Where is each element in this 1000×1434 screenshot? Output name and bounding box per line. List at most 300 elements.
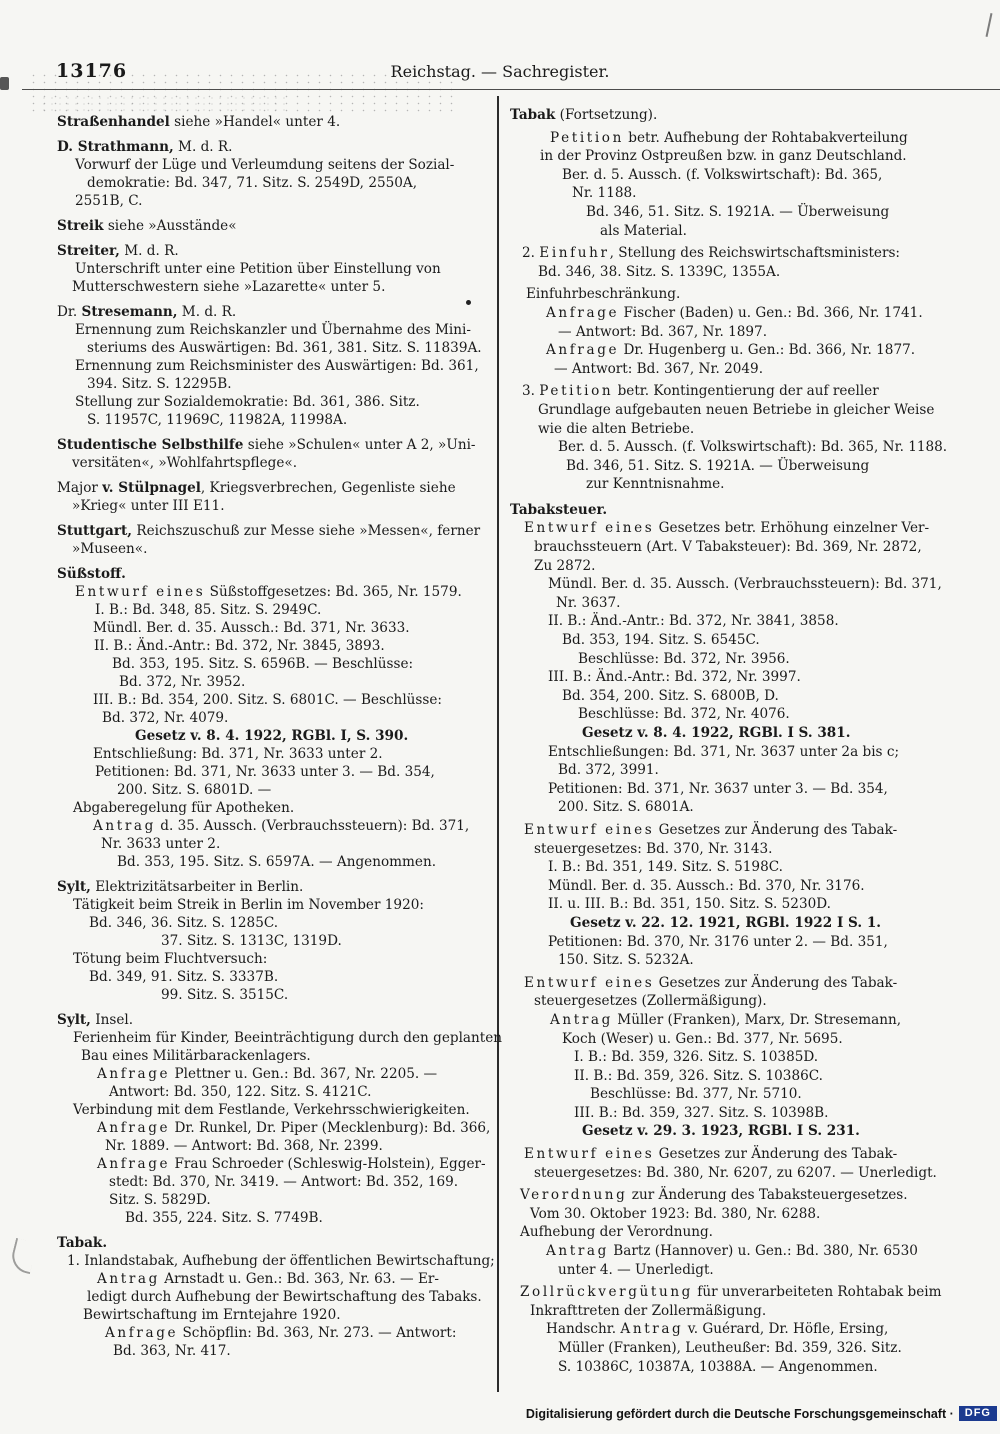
index-line-segment: Bd. 353, 195. Sitz. S. 6596B. — Beschlüsse: <box>112 656 414 672</box>
index-line <box>510 1320 992 1339</box>
index-line <box>57 968 495 986</box>
index-line-segment: Abgaberegelung für Apotheken. <box>73 800 295 816</box>
index-line-segment: Vorwurf der Lüge und Verleumdung seitens der Sozial- <box>75 157 455 173</box>
index-line-segment: Anfrage <box>546 342 620 359</box>
index-line-segment: als Material. <box>600 222 687 239</box>
index-line-segment: , Kriegsverbrechen, Gegenliste siehe <box>200 480 456 496</box>
index-line <box>510 743 992 762</box>
index-line-segment: betr. Kontingentierung der auf reeller <box>613 383 879 400</box>
index-line-segment: Bd. 346, 36. Sitz. S. 1285C. <box>89 915 279 931</box>
index-line <box>510 780 992 799</box>
index-line <box>57 260 495 278</box>
index-line-segment: Frau Schroeder (Schleswig-Holstein), Egger- <box>170 1156 486 1172</box>
index-line <box>57 1270 495 1288</box>
index-line <box>510 705 992 724</box>
index-line-segment: II. B.: Änd.-Antr.: Bd. 372, Nr. 3841, 3858. <box>548 613 839 630</box>
index-line-segment: III. B.: Bd. 359, 327. Sitz. S. 10398B. <box>574 1104 829 1121</box>
index-line <box>57 1011 495 1029</box>
index-line <box>510 992 992 1011</box>
index-line-segment: III. B.: Änd.-Antr.: Bd. 372, Nr. 3997. <box>548 669 801 686</box>
index-line-segment: 37. Sitz. S. 1313C, 1319D. <box>161 933 342 949</box>
index-line <box>57 1252 495 1270</box>
index-line-segment: Tötung beim Fluchtversuch: <box>73 951 268 967</box>
index-line-segment: Petition <box>550 129 624 146</box>
index-line <box>510 1164 992 1183</box>
index-line-segment: Bd. 346, 51. Sitz. S. 1921A. — Überweisung <box>586 203 890 220</box>
index-line-segment: Unterschrift unter eine Petition über Einstellung von <box>75 261 441 277</box>
index-line <box>57 174 495 192</box>
index-line <box>57 1155 495 1173</box>
index-line <box>57 321 495 339</box>
index-line-segment: Zu 2872. <box>534 557 596 574</box>
index-line <box>510 974 992 993</box>
index-line <box>510 519 992 538</box>
index-line-segment: Tabak <box>510 107 556 123</box>
scan-hook-mark <box>8 1238 37 1274</box>
index-line-segment: Mündl. Ber. d. 35. Aussch.: Bd. 371, Nr. 3633. <box>93 620 410 636</box>
index-line-segment: Anfrage <box>97 1120 171 1136</box>
index-line <box>510 382 992 401</box>
index-line-segment: 150. Sitz. S. 5232A. <box>558 952 694 969</box>
index-line-segment: I. B.: Bd. 348, 85. Sitz. S. 2949C. <box>95 602 322 618</box>
index-line-segment: Ferienheim für Kinder, Beeinträchtigung durch den geplanten <box>73 1030 503 1046</box>
index-line-segment: Petitionen: Bd. 371, Nr. 3633 unter 3. — Bd. 354, <box>95 764 435 780</box>
index-line-segment: Petitionen: Bd. 370, Nr. 3176 unter 2. — Bd. 351, <box>548 933 888 950</box>
scan-corner-mark <box>986 13 993 37</box>
index-line <box>510 951 992 970</box>
index-line-segment: Bewirtschaftung im Erntejahre 1920. <box>83 1307 341 1323</box>
index-line <box>510 420 992 439</box>
index-line-segment: zur Kenntnisnahme. <box>586 476 725 493</box>
dfg-logo: DFG <box>959 1406 997 1421</box>
index-line <box>57 1324 495 1342</box>
header-rule <box>22 89 1000 90</box>
index-line-segment: Schöpflin: Bd. 363, Nr. 273. — Antwort: <box>178 1325 457 1341</box>
index-line-segment: Anfrage <box>105 1325 179 1341</box>
index-line <box>57 1191 495 1209</box>
index-line <box>57 691 495 709</box>
index-line-segment: Entschließungen: Bd. 371, Nr. 3637 unter 2a bis c; <box>548 743 900 760</box>
index-line-segment: Bd. 372, Nr. 4079. <box>102 710 229 726</box>
index-line <box>510 1358 992 1377</box>
index-line <box>57 217 495 235</box>
index-line-segment: Bd. 355, 224. Sitz. S. 7749B. <box>125 1210 323 1226</box>
index-line-segment: Entwurf eines <box>524 821 655 838</box>
index-line-segment: steuergesetzes: Bd. 380, Nr. 6207, zu 6207. — Unerledigt. <box>534 1164 937 1181</box>
index-line-segment: Dr. <box>57 304 82 320</box>
index-line <box>510 1030 992 1049</box>
index-line-segment: Entwurf eines <box>524 1146 655 1163</box>
index-line-segment: II. B.: Änd.-Antr.: Bd. 372, Nr. 3845, 3893. <box>94 638 385 654</box>
index-line <box>57 565 495 583</box>
index-line-segment: Reichszuschuß zur Messe siehe »Messen«, ferner <box>132 523 481 539</box>
index-line <box>57 896 495 914</box>
index-line <box>57 932 495 950</box>
index-line-segment: Dr. Hugenberg u. Gen.: Bd. 366, Nr. 1877. <box>619 342 916 359</box>
index-line-segment: Sitz. S. 5829D. <box>109 1192 211 1208</box>
index-line-segment: Ber. d. 5. Aussch. (f. Volkswirtschaft): Bd. 365, <box>562 166 883 183</box>
index-line-segment: Insel. <box>90 1012 134 1028</box>
index-line <box>57 1288 495 1306</box>
index-line <box>57 113 495 131</box>
index-line-segment: Bd. 354, 200. Sitz. S. 6800B, D. <box>562 687 779 704</box>
index-line <box>510 285 992 304</box>
index-line-segment: Aufhebung der Verordnung. <box>520 1224 713 1241</box>
index-line-segment: d. 35. Aussch. (Verbrauchssteuern): Bd. 371, <box>155 818 470 834</box>
index-line-segment: Stellung zur Sozialdemokratie: Bd. 361, 386. Sitz. <box>75 394 420 410</box>
index-line-segment: »Museen«. <box>72 541 148 557</box>
index-line <box>57 727 495 745</box>
index-line <box>510 184 992 203</box>
index-line-segment: unter 4. — Unerledigt. <box>558 1261 714 1278</box>
index-line <box>57 1119 495 1137</box>
index-line <box>510 129 992 148</box>
index-line <box>510 650 992 669</box>
index-line-segment: 200. Sitz. S. 6801A. <box>558 799 694 816</box>
index-line-segment: 3. <box>522 383 540 400</box>
index-line <box>57 914 495 932</box>
index-line-segment: I. B.: Bd. 359, 326. Sitz. S. 10385D. <box>574 1049 819 1066</box>
index-line-segment: zur Änderung des Tabaksteuergesetzes. <box>627 1187 908 1204</box>
index-line-segment: Beschlüsse: Bd. 377, Nr. 5710. <box>590 1086 802 1103</box>
index-line <box>510 840 992 859</box>
index-line-segment: II. u. III. B.: Bd. 351, 150. Sitz. S. 5230D. <box>548 896 831 913</box>
index-line-segment: Antwort: Bd. 350, 122. Sitz. S. 4121C. <box>109 1084 372 1100</box>
index-line <box>57 878 495 896</box>
index-line <box>510 687 992 706</box>
index-line <box>510 557 992 576</box>
index-line-segment: Studentische Selbsthilfe <box>57 437 244 453</box>
index-line-segment: Verbindung mit dem Festlande, Verkehrsschwierigkeiten. <box>73 1102 470 1118</box>
index-line <box>510 1122 992 1141</box>
index-line-segment: M. d. R. <box>119 243 179 259</box>
index-line-segment: brauchssteuern (Art. V Tabaksteuer): Bd. 369, Nr. 2872, <box>534 539 922 556</box>
index-line <box>510 798 992 817</box>
index-line-segment: Handschr. <box>546 1321 621 1338</box>
index-line-segment: Verordnung <box>520 1187 628 1204</box>
index-line-segment: Antrag <box>93 818 156 834</box>
index-line <box>57 1342 495 1360</box>
index-line <box>57 781 495 799</box>
index-line-segment: wie die alten Betriebe. <box>538 420 695 437</box>
index-line-segment: Süßstoff. <box>57 566 126 582</box>
index-line <box>57 522 495 540</box>
index-line-segment: Anfrage <box>546 304 620 321</box>
index-line-segment: Grundlage aufgebauten neuen Betriebe in gleicher Weise <box>538 401 935 418</box>
index-line-segment: siehe »Handel« unter 4. <box>169 114 341 130</box>
index-line-segment: Beschlüsse: Bd. 372, Nr. 3956. <box>578 650 790 667</box>
index-line-segment: Bau eines Militärbarackenlagers. <box>81 1048 311 1064</box>
index-line-segment: Bd. 346, 38. Sitz. S. 1339C, 1355A. <box>538 263 781 280</box>
index-line <box>57 1173 495 1191</box>
index-line-segment: Plettner u. Gen.: Bd. 367, Nr. 2205. — <box>170 1066 438 1082</box>
index-line <box>57 138 495 156</box>
index-line <box>57 436 495 454</box>
index-line <box>57 540 495 558</box>
index-line-segment: Sylt, <box>57 879 91 895</box>
index-line <box>57 853 495 871</box>
index-line <box>57 1029 503 1047</box>
index-line <box>510 858 992 877</box>
index-line-segment: Petition <box>539 383 614 400</box>
index-line-segment: , Stellung des Reichswirtschaftsministers: <box>609 245 901 262</box>
index-line-segment: Ber. d. 5. Aussch. (f. Volkswirtschaft): Bd. 365, Nr. 1188. <box>558 439 948 456</box>
index-line <box>510 1186 992 1205</box>
index-line-segment: M. d. R. <box>173 139 233 155</box>
index-line <box>510 1223 992 1242</box>
index-line-segment: Bd. 372, 3991. <box>558 762 659 779</box>
index-line <box>510 1302 992 1321</box>
index-line <box>57 339 495 357</box>
index-line <box>510 304 992 323</box>
index-line <box>57 1209 495 1227</box>
left-column <box>57 106 503 1360</box>
index-line-segment: Antrag <box>546 1243 609 1260</box>
index-line-segment: Streiter, <box>57 243 120 259</box>
index-line-segment: Nr. 1889. — Antwort: Bd. 368, Nr. 2399. <box>105 1138 383 1154</box>
right-column <box>510 106 992 1376</box>
index-line-segment: Bd. 353, 195. Sitz. S. 6597A. — Angenommen. <box>117 854 437 870</box>
index-line <box>57 278 495 296</box>
index-line-segment: Süßstoffgesetzes: Bd. 365, Nr. 1579. <box>205 584 462 600</box>
index-line <box>510 1283 992 1302</box>
index-line-segment: Entwurf eines <box>524 974 655 991</box>
index-line-segment: Gesetzes zur Änderung des Tabak- <box>654 1146 898 1163</box>
index-line-segment: steriums des Auswärtigen: Bd. 361, 381. Sitz. S. 11839A. <box>87 340 482 356</box>
index-line-segment: Gesetz v. 8. 4. 1922, RGBl. I S. 381. <box>582 725 851 741</box>
index-line-segment: Mündl. Ber. d. 35. Aussch. (Verbrauchssteuern): Bd. 371, <box>548 576 942 593</box>
index-line-segment: steuergesetzes (Zollermäßigung). <box>534 993 767 1010</box>
index-line-segment: Gesetz v. 8. 4. 1922, RGBl. I, S. 390. <box>135 728 409 744</box>
index-line-segment: S. 11957C, 11969C, 11982A, 11998A. <box>87 412 348 428</box>
index-line <box>510 1242 992 1261</box>
index-line-segment: für unverarbeiteten Rohtabak beim <box>692 1284 942 1301</box>
index-line-segment: siehe »Ausstände« <box>103 218 237 234</box>
index-line <box>510 360 992 379</box>
index-line <box>510 401 992 420</box>
index-line <box>57 156 495 174</box>
index-line-segment: Straßenhandel <box>57 114 170 130</box>
index-line-segment: siehe »Schulen« unter A 2, »Uni- <box>243 437 476 453</box>
index-line <box>57 192 495 210</box>
index-line-segment: Stresemann, <box>81 304 178 320</box>
index-line-segment: Gesetzes betr. Erhöhung einzelner Ver- <box>654 520 930 537</box>
index-line <box>510 1205 992 1224</box>
index-line-segment: ledigt durch Aufhebung der Bewirtschaftung des Tabaks. <box>87 1289 482 1305</box>
index-line-segment: Entschließung: Bd. 371, Nr. 3633 unter 2. <box>93 746 383 762</box>
index-line <box>510 106 992 125</box>
index-line-segment: Bd. 353, 194. Sitz. S. 6545C. <box>562 632 760 649</box>
index-line-segment: Bd. 372, Nr. 3952. <box>119 674 246 690</box>
index-line <box>510 341 992 360</box>
index-line <box>510 438 992 457</box>
index-line-segment: S. 10386C, 10387A, 10388A. — Angenommen. <box>558 1358 878 1375</box>
index-line <box>57 601 495 619</box>
index-line <box>57 1047 495 1065</box>
index-line <box>57 479 495 497</box>
index-line-segment: steuergesetzes: Bd. 370, Nr. 3143. <box>534 840 773 857</box>
index-line <box>510 1104 992 1123</box>
index-line <box>510 263 992 282</box>
index-line-segment: 2551B, C. <box>75 193 143 209</box>
index-line-segment: Inkrafttreten der Zollermäßigung. <box>530 1302 767 1319</box>
index-line <box>57 242 495 260</box>
index-line-segment: Arnstadt u. Gen.: Bd. 363, Nr. 63. — Er- <box>159 1271 439 1287</box>
index-line-segment: Antrag <box>620 1321 684 1338</box>
index-line <box>510 475 992 494</box>
index-line-segment: Vom 30. Oktober 1923: Bd. 380, Nr. 6288. <box>530 1205 821 1222</box>
index-line-segment: Elektrizitätsarbeiter in Berlin. <box>90 879 304 895</box>
index-line <box>57 799 495 817</box>
index-line-segment: Streik <box>57 218 104 234</box>
index-line-segment: Nr. 3633 unter 2. <box>101 836 221 852</box>
index-line <box>510 501 992 520</box>
index-line <box>510 877 992 896</box>
index-line-segment: Anfrage <box>97 1156 171 1172</box>
index-line-segment: versitäten«, »Wohlfahrtspflege«. <box>72 455 298 471</box>
index-line-segment: Anfrage <box>97 1066 171 1082</box>
index-line-segment: III. B.: Bd. 354, 200. Sitz. S. 6801C. — Beschlüsse: <box>93 692 442 708</box>
index-line-segment: Sylt, <box>57 1012 91 1028</box>
index-line-segment: 99. Sitz. S. 3515C. <box>161 987 289 1003</box>
index-line-segment: Tabaksteuer. <box>510 501 608 518</box>
index-line <box>510 631 992 650</box>
index-line <box>510 1085 992 1104</box>
index-line <box>510 1145 992 1164</box>
index-line-segment: I. B.: Bd. 351, 149. Sitz. S. 5198C. <box>548 859 783 876</box>
index-line <box>510 1048 992 1067</box>
index-line <box>57 303 495 321</box>
index-line-segment: Bd. 363, Nr. 417. <box>113 1343 231 1359</box>
index-line <box>57 1101 495 1119</box>
index-line <box>510 222 992 241</box>
index-line-segment: v. Guérard, Dr. Höfle, Ersing, <box>683 1321 889 1338</box>
index-line-segment: Bd. 346, 51. Sitz. S. 1921A. — Überweisung <box>566 457 870 474</box>
index-line <box>57 1065 495 1083</box>
index-line-segment: v. Stülpnagel <box>102 480 201 496</box>
page-number: 13176 <box>56 60 128 82</box>
index-line-segment: Gesetzes zur Änderung des Tabak- <box>654 821 898 838</box>
index-line-segment: D. Strathmann, <box>57 139 174 155</box>
index-line-segment: Antrag <box>550 1011 613 1028</box>
index-line <box>57 1306 495 1324</box>
index-line-segment: 394. Sitz. S. 12295B. <box>87 376 232 392</box>
index-line-segment: (Fortsetzung). <box>555 107 658 123</box>
index-line <box>510 166 992 185</box>
digitization-footer <box>526 1406 997 1421</box>
index-line <box>510 457 992 476</box>
index-line-segment: stedt: Bd. 370, Nr. 3419. — Antwort: Bd. 352, 169. <box>109 1174 459 1190</box>
running-title: Reichstag. — Sachregister. <box>390 62 610 81</box>
index-line <box>510 244 992 263</box>
index-line <box>510 612 992 631</box>
index-line <box>510 1261 992 1280</box>
index-line <box>57 655 495 673</box>
index-line-segment: Entwurf eines <box>75 584 206 600</box>
index-line-segment: Bartz (Hannover) u. Gen.: Bd. 380, Nr. 6530 <box>608 1243 918 1260</box>
index-line-segment: 1. Inlandstabak, Aufhebung der öffentlichen Bewirtschaftung; <box>67 1253 495 1269</box>
index-line-segment: Nr. 3637. <box>556 594 621 611</box>
index-line <box>510 538 992 557</box>
index-line <box>510 323 992 342</box>
index-line <box>510 914 992 933</box>
index-line-segment: Petitionen: Bd. 371, Nr. 3637 unter 3. — Bd. 354, <box>548 780 888 797</box>
index-line <box>510 203 992 222</box>
index-line <box>57 393 495 411</box>
index-line-segment: Entwurf eines <box>524 520 655 537</box>
index-line <box>510 147 992 166</box>
index-line-segment: Einfuhr <box>539 245 610 262</box>
index-line-segment: Ernennung zum Reichskanzler und Übernahme des Mini- <box>75 322 471 338</box>
index-line <box>510 1011 992 1030</box>
index-line-segment: 2. <box>522 245 540 262</box>
index-line <box>510 895 992 914</box>
index-line <box>57 411 495 429</box>
index-line-segment: Bd. 349, 91. Sitz. S. 3337B. <box>89 969 279 985</box>
index-line <box>57 1083 495 1101</box>
index-line <box>510 821 992 840</box>
index-line <box>510 933 992 952</box>
index-line-segment: Antrag <box>97 1271 160 1287</box>
index-line <box>510 1339 992 1358</box>
index-line-segment: II. B.: Bd. 359, 326. Sitz. S. 10386C. <box>574 1067 823 1084</box>
index-line-segment: Tätigkeit beim Streik in Berlin im November 1920: <box>73 897 424 913</box>
index-line-segment: Tabak. <box>57 1235 108 1251</box>
index-line-segment: Koch (Weser) u. Gen.: Bd. 377, Nr. 5695. <box>562 1030 843 1047</box>
index-line <box>57 673 495 691</box>
index-line <box>57 637 495 655</box>
index-line-segment: betr. Aufhebung der Rohtabakverteilung <box>623 129 908 146</box>
index-line-segment: »Krieg« unter III E11. <box>72 498 225 514</box>
index-line-segment: Gesetz v. 22. 12. 1921, RGBl. 1922 I S. 1. <box>570 914 882 931</box>
index-line <box>510 1067 992 1086</box>
index-line-segment: in der Provinz Ostpreußen bzw. in ganz Deutschland. <box>540 148 907 165</box>
index-line-segment: Mutterschwestern siehe »Lazarette« unter 5. <box>72 279 386 295</box>
index-line-segment: Stuttgart, <box>57 523 133 539</box>
index-line-segment: Nr. 1188. <box>572 185 637 202</box>
index-line <box>57 950 495 968</box>
index-line <box>57 817 495 835</box>
index-line-segment: Gesetz v. 29. 3. 1923, RGBl. I S. 231. <box>582 1123 860 1140</box>
digitization-credit: Digitalisierung gefördert durch die Deutsche Forschungsgemeinschaft · <box>525 1406 954 1421</box>
index-line <box>57 375 495 393</box>
index-line <box>57 709 495 727</box>
index-line-segment: Major <box>57 480 103 496</box>
index-line <box>57 357 495 375</box>
index-line <box>57 454 495 472</box>
index-line-segment: Beschlüsse: Bd. 372, Nr. 4076. <box>578 706 790 723</box>
index-line <box>57 986 495 1004</box>
index-line-segment: Gesetzes zur Änderung des Tabak- <box>654 974 898 991</box>
index-line <box>57 497 495 515</box>
index-line <box>510 761 992 780</box>
index-line-segment: Ernennung zum Reichsminister des Auswärtigen: Bd. 361, <box>75 358 479 374</box>
index-line-segment: Fischer (Baden) u. Gen.: Bd. 366, Nr. 1741. <box>619 304 923 321</box>
index-line-segment: Müller (Franken), Leutheußer: Bd. 359, 326. Sitz. <box>558 1340 902 1356</box>
index-line-segment: M. d. R. <box>177 304 237 320</box>
index-line <box>57 583 495 601</box>
column-divider <box>497 96 499 1392</box>
index-line-segment: Mündl. Ber. d. 35. Aussch.: Bd. 370, Nr. 3176. <box>548 877 865 894</box>
index-line <box>510 575 992 594</box>
index-line <box>57 763 495 781</box>
index-line-segment: Einfuhrbeschränkung. <box>526 286 681 303</box>
index-line <box>510 594 992 613</box>
index-line-segment: Zollrückvergütung <box>520 1284 693 1301</box>
index-line-segment: — Antwort: Bd. 367, Nr. 1897. <box>558 323 768 340</box>
index-line <box>510 724 992 743</box>
index-line <box>57 835 495 853</box>
